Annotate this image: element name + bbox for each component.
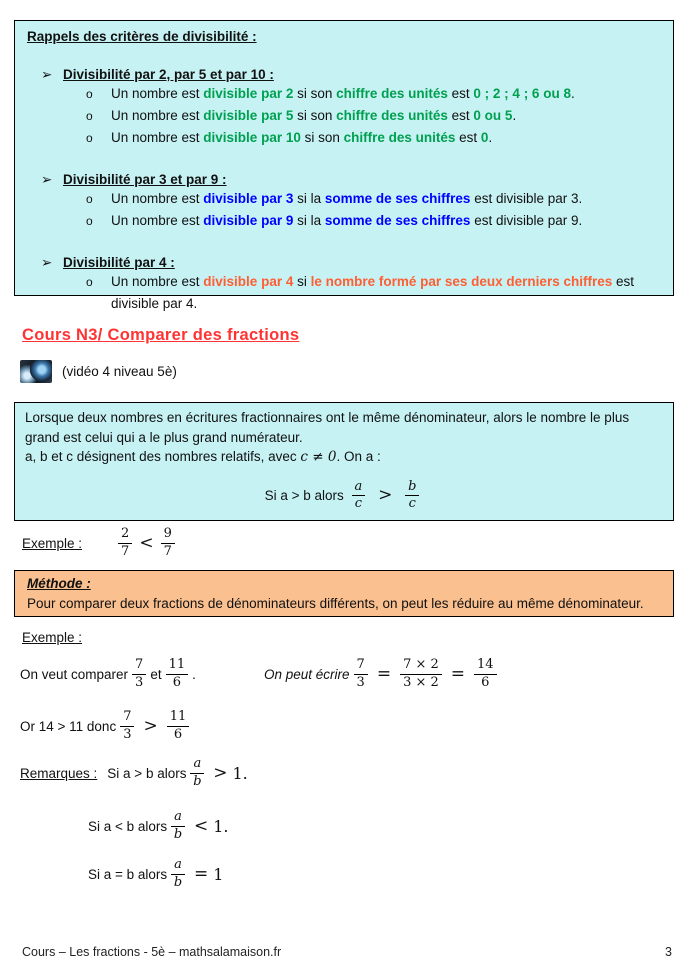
fraction: $\frac{a}{b}$ [171, 858, 185, 891]
rewrite-statement [264, 658, 501, 691]
text-segment: divisible par 5 [203, 108, 294, 123]
video-caption: (vidéo 4 niveau 5è) [62, 364, 177, 379]
less-than-operator: < [193, 816, 209, 837]
remark-prefix: Si a < b alors [88, 818, 168, 834]
course-title: Cours N3/ Comparer des fractions [22, 326, 300, 344]
text-segment: si [293, 274, 311, 289]
text-segment: divisible par 2 [203, 86, 294, 101]
text-segment: 0 ; 2 ; 4 ; 6 ou 8 [473, 86, 571, 101]
text-segment: si la [293, 213, 325, 228]
fraction: $\frac{b}{c}$ [405, 480, 419, 513]
compare-mid: et [150, 666, 162, 682]
divisibility-title: Rappels des critères de divisibilité : [27, 29, 257, 44]
arrow-bullet-icon: ➢ [41, 67, 53, 82]
text-segment: divisible par 3 [203, 191, 294, 206]
text-segment: divisible par 4 [203, 274, 294, 289]
equals-operator: = [193, 864, 209, 885]
exemple1-label: Exemple : [22, 535, 83, 551]
compare-statement [20, 658, 196, 691]
rewrite-prefix: On peut écrire [264, 666, 350, 682]
rule-text [111, 83, 661, 105]
fraction: $\frac{2}{7}$ [118, 527, 132, 560]
compare-suffix: . [192, 666, 196, 682]
text-segment: Un nombre est [111, 213, 204, 228]
fraction-rule-box [14, 402, 674, 521]
text-segment: si son [293, 108, 337, 123]
circle-bullet-icon: o [86, 87, 93, 101]
list-item [27, 127, 661, 149]
fraction: $\frac{7 \times 2}{3 \times 2}$ [400, 658, 442, 691]
compare-prefix: On veut comparer [20, 666, 129, 682]
remark-value: 1. [213, 816, 229, 836]
equals-operator: = [450, 664, 466, 685]
text-segment: est divisible par 3. [470, 191, 583, 206]
exemple2-label: Exemple : [22, 630, 83, 645]
rule-text [111, 271, 661, 315]
section-heading-row [27, 255, 661, 271]
text-segment: c ≠ 0 [300, 449, 337, 465]
text-segment: est [447, 108, 474, 123]
page-footer [22, 945, 672, 959]
fraction: $\frac{11}{6}$ [166, 658, 189, 691]
text-segment: si son [293, 86, 337, 101]
fraction: $\frac{7}{3}$ [354, 658, 368, 691]
rule-formula [25, 480, 663, 513]
section-heading-row [27, 67, 661, 83]
text-segment: . [488, 130, 493, 145]
text-segment: chiffre des unités [343, 130, 456, 145]
fraction: $\frac{a}{b}$ [190, 757, 204, 790]
arrow-bullet-icon: ➢ [41, 255, 53, 270]
fraction: $\frac{11}{6}$ [167, 710, 190, 743]
circle-bullet-icon: o [86, 131, 93, 145]
text-segment: somme de ses chiffres [324, 213, 471, 228]
circle-bullet-icon: o [86, 109, 93, 123]
text-segment: Un nombre est [111, 130, 204, 145]
remark-value: 1 [213, 864, 224, 884]
text-segment: si son [300, 130, 344, 145]
fraction: $\frac{14}{6}$ [474, 658, 497, 691]
rule-paragraph-1: Lorsque deux nombres en écritures fractionnaires ont le même dénominateur, alors le nombre le plus grand est celui qui a le plus grand numérateur. [25, 410, 630, 445]
video-thumbnail[interactable] [20, 360, 52, 383]
greater-than-operator: > [213, 763, 228, 784]
equals-operator: = [376, 664, 392, 685]
section-heading: Divisibilité par 4 : [63, 255, 175, 270]
text-segment: . [512, 108, 517, 123]
circle-bullet-icon: o [86, 275, 93, 289]
text-segment: somme de ses chiffres [324, 191, 471, 206]
text-segment: . On a : [336, 449, 381, 464]
remark-prefix: Si a > b alors [107, 765, 187, 781]
list-item [27, 210, 661, 232]
text-segment: a, b et c désignent des nombres relatifs, avec [25, 449, 301, 464]
text-segment: est divisible par 9. [470, 213, 583, 228]
section-heading: Divisibilité par 2, par 5 et par 10 : [63, 67, 274, 82]
section-heading-row [27, 172, 661, 188]
text-segment: . [570, 86, 575, 101]
text-segment: 0 ou 5 [473, 108, 513, 123]
text-segment: Un nombre est [111, 274, 204, 289]
less-than-operator: < [139, 533, 154, 554]
list-item [27, 105, 661, 127]
text-segment: est [447, 86, 474, 101]
list-item [27, 188, 661, 210]
methode-text: Pour comparer deux fractions de dénominateurs différents, on peut les réduire au même dénominateur. [27, 596, 644, 611]
remark-value: 1. [232, 763, 248, 783]
text-segment: divisible par 10 [203, 130, 301, 145]
rule-text [111, 127, 661, 149]
circle-bullet-icon: o [86, 214, 93, 228]
text-segment: est [455, 130, 481, 145]
fraction: $\frac{7}{3}$ [120, 710, 134, 743]
rule-text [111, 188, 661, 210]
remarques-line-2 [88, 810, 228, 843]
divisibility-section-3-9 [27, 172, 661, 232]
circle-bullet-icon: o [86, 192, 93, 206]
section-heading: Divisibilité par 3 et par 9 : [63, 172, 227, 187]
text-segment: si la [293, 191, 325, 206]
list-item [27, 271, 661, 315]
text-segment: Un nombre est [111, 191, 204, 206]
list-item [27, 83, 661, 105]
text-segment: est divisible par 4. [111, 274, 634, 311]
text-segment: Un nombre est [111, 86, 204, 101]
fraction: $\frac{9}{7}$ [161, 527, 175, 560]
greater-than-operator: > [143, 716, 158, 737]
remarques-label: Remarques : [20, 765, 98, 781]
text-segment: le nombre formé par ses deux derniers chiffres [310, 274, 613, 289]
video-row [20, 360, 177, 383]
page-number: 3 [665, 945, 672, 959]
text-segment: Un nombre est [111, 108, 204, 123]
greater-than-operator: > [378, 485, 393, 506]
arrow-bullet-icon: ➢ [41, 172, 53, 187]
remark-prefix: Si a = b alors [88, 866, 168, 882]
fraction: $\frac{a}{b}$ [171, 810, 185, 843]
text-segment: chiffre des unités [336, 108, 448, 123]
rule-text [111, 105, 661, 127]
footer-text: Cours – Les fractions - 5è – mathsalamaison.fr [22, 945, 282, 959]
text-segment: chiffre des unités [336, 86, 448, 101]
divisibility-section-2-5-10 [27, 67, 661, 149]
remarques-line-1 [20, 757, 248, 790]
conclusion-statement [20, 710, 193, 743]
conclusion-prefix: Or 14 > 11 donc [20, 718, 117, 734]
methode-box [14, 570, 674, 617]
text-segment: 0 [480, 130, 489, 145]
rule-text [111, 210, 661, 232]
exemple1-row [22, 527, 177, 560]
methode-title: Méthode : [27, 576, 91, 591]
divisibility-box [14, 20, 674, 311]
fraction: $\frac{a}{c}$ [352, 480, 366, 513]
rule-paragraph-2 [25, 447, 663, 468]
text-segment: divisible par 9 [203, 213, 294, 228]
remarques-line-3 [88, 858, 223, 891]
formula-prefix: Si a > b alors [264, 487, 344, 503]
fraction: $\frac{7}{3}$ [132, 658, 146, 691]
divisibility-section-4 [27, 255, 661, 315]
